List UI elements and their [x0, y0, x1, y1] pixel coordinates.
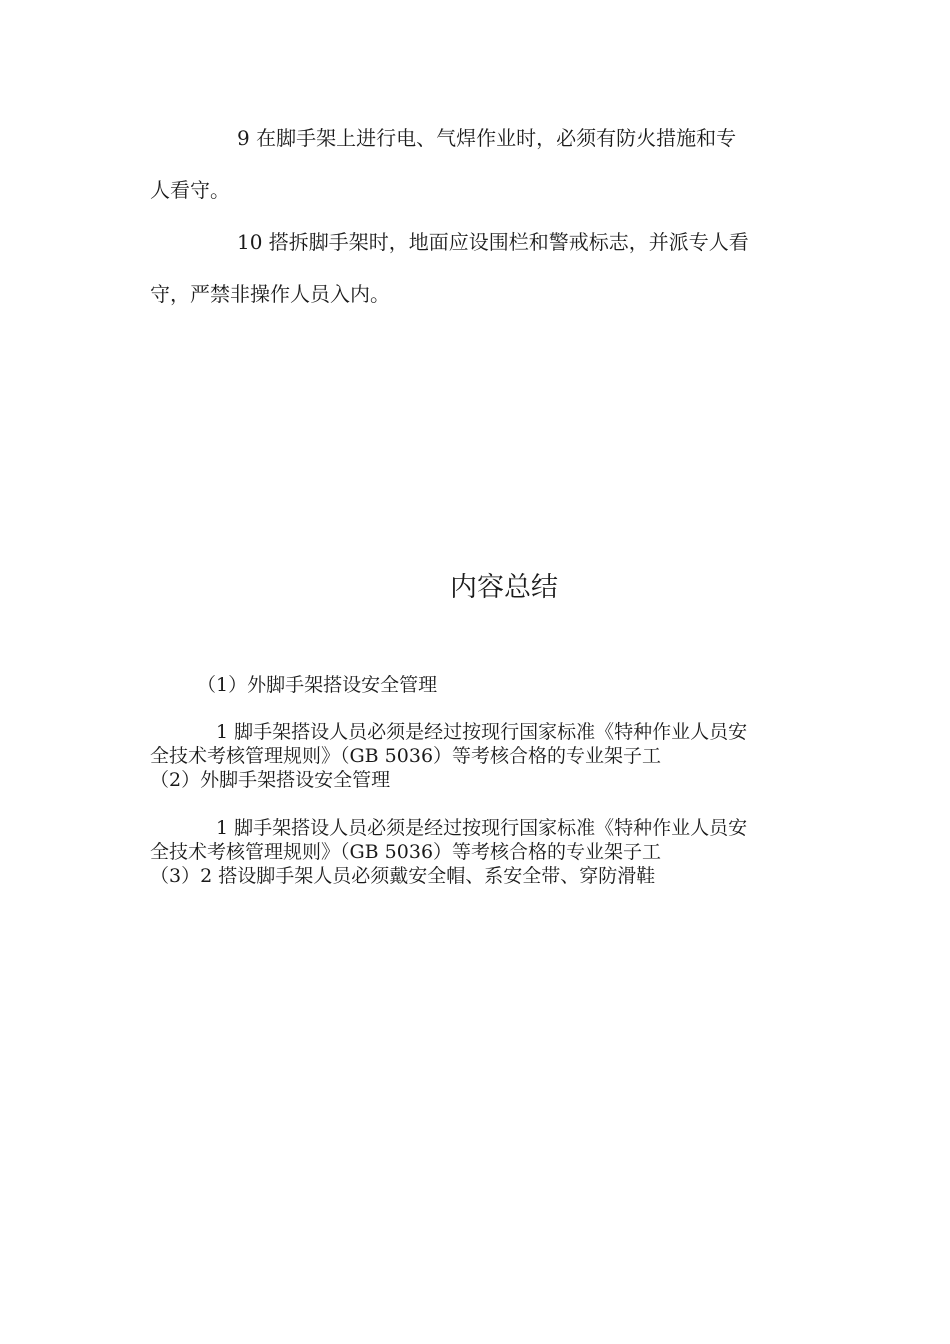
paragraph-9-line-1: 9 在脚手架上进行电、气焊作业时，必须有防火措施和专 — [237, 126, 737, 150]
summary-item-1-header: （1）外脚手架搭设安全管理 — [197, 674, 438, 696]
summary-final-line: （3）2 搭设脚手架人员必须戴安全帽、系安全带、穿防滑鞋 — [150, 865, 656, 887]
paragraph-10-line-2: 守，严禁非操作人员入内。 — [150, 282, 390, 306]
paragraph-9-line-2: 人看守。 — [150, 178, 230, 202]
summary-item-2-header: （2）外脚手架搭设安全管理 — [150, 769, 391, 791]
summary-item-2-line-2: 全技术考核管理规则》（GB 5036）等考核合格的专业架子工 — [150, 841, 662, 863]
summary-item-1-line-2: 全技术考核管理规则》（GB 5036）等考核合格的专业架子工 — [150, 745, 662, 767]
summary-title: 内容总结 — [450, 572, 558, 603]
summary-item-1-line-1: 1 脚手架搭设人员必须是经过按现行国家标准《特种作业人员安 — [216, 721, 748, 743]
summary-item-2-line-1: 1 脚手架搭设人员必须是经过按现行国家标准《特种作业人员安 — [216, 817, 748, 839]
paragraph-10-line-1: 10 搭拆脚手架时，地面应设围栏和警戒标志，并派专人看 — [237, 230, 749, 254]
